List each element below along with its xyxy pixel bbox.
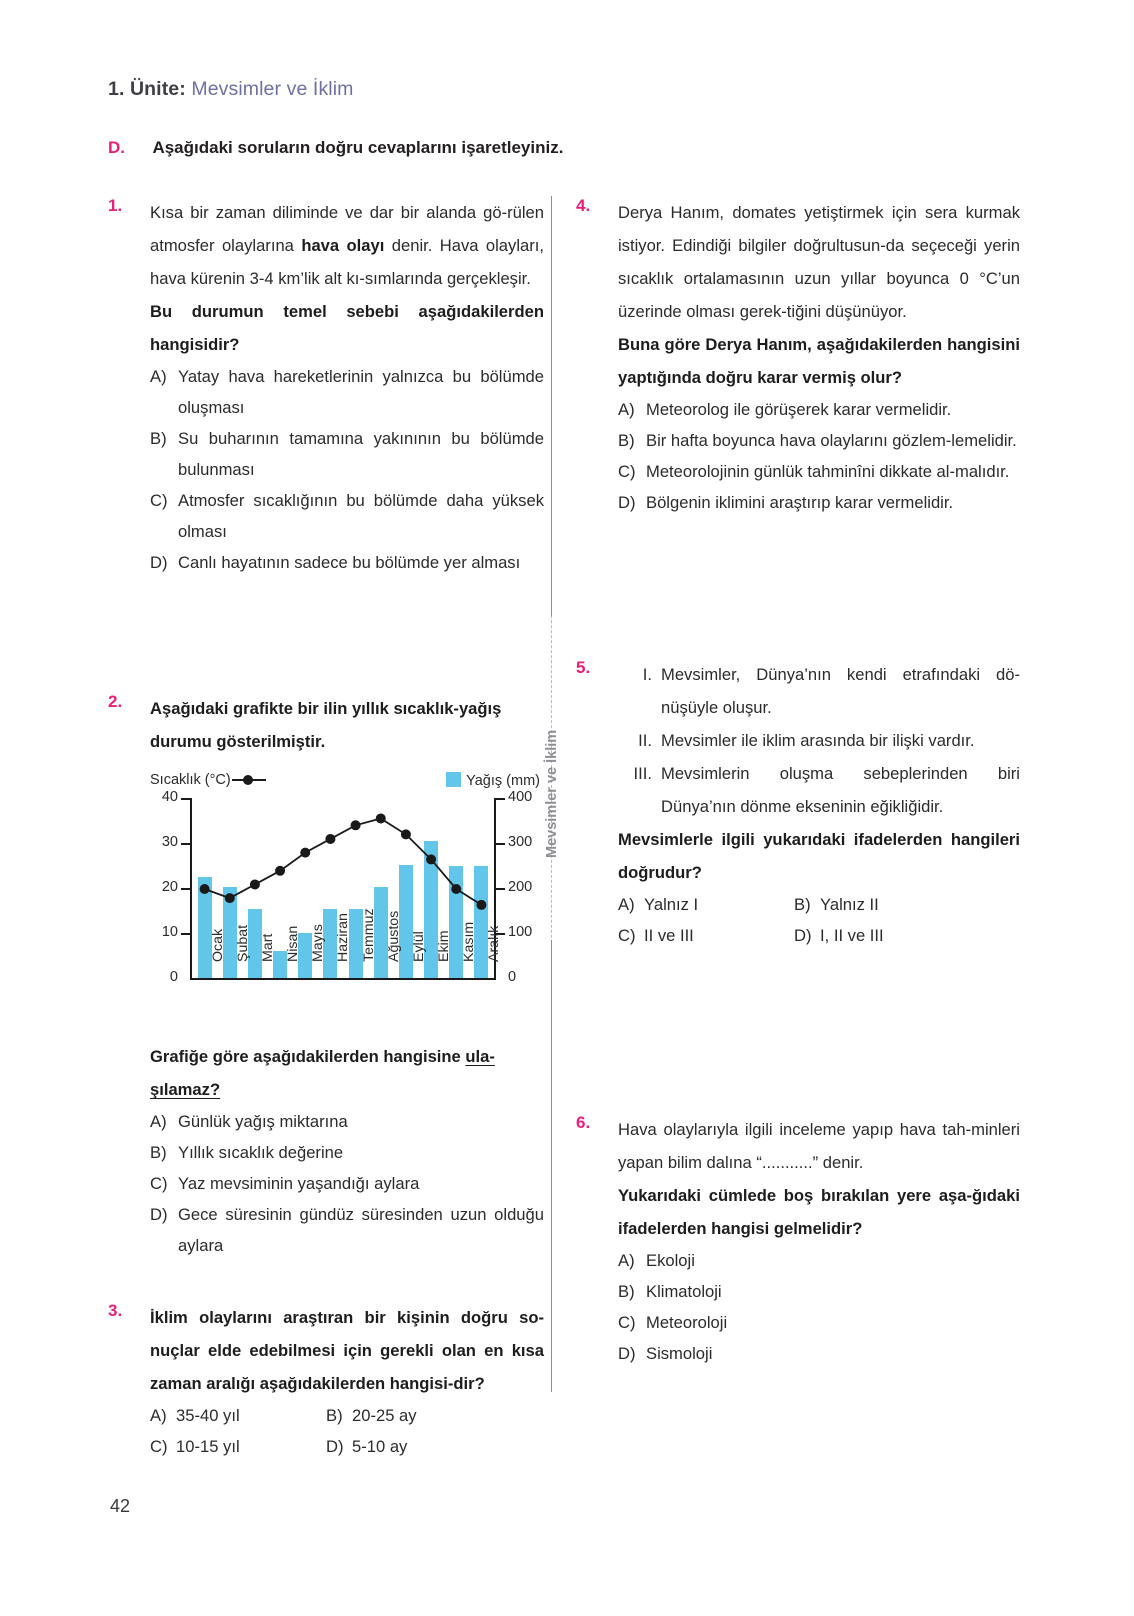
option-c-text: Meteorolojinin günlük tahminîni dikkate al-malıdır. [646, 462, 1010, 481]
option-a-key: A) [150, 1112, 167, 1131]
question-5-number: 5. [576, 658, 591, 677]
option-d-key: D) [326, 1437, 344, 1456]
option-a-key: A) [618, 400, 635, 419]
option-b[interactable] [794, 889, 879, 920]
legend-item-precipitation [446, 772, 540, 789]
chart-month-label: Temmuz [360, 908, 377, 962]
question-5-options [618, 889, 1020, 951]
chart-line-marker [401, 829, 411, 839]
legend-temperature-label: Sıcaklık (°C) [150, 772, 231, 788]
question-4-number: 4. [576, 196, 591, 215]
option-d-text: Gece süresinin gündüz süresinden uzun olduğu aylara [178, 1205, 544, 1255]
option-d[interactable] [326, 1431, 407, 1462]
option-row-2 [150, 1431, 544, 1462]
option-c-text: Yaz mevsiminin yaşandığı aylara [178, 1174, 420, 1193]
option-d-key: D) [150, 553, 168, 572]
question-2-stem-top: Aşağıdaki grafikte bir ilin yıllık sıcaklık-yağış durumu gösterilmiştir. [150, 699, 502, 751]
option-b-key: B) [618, 431, 635, 450]
option-c-text: Atmosfer sıcaklığının bu bölümde daha yüksek olması [178, 491, 544, 541]
chart-month-labels [192, 908, 503, 1018]
statement-1 [618, 658, 1020, 724]
option-a[interactable] [150, 361, 544, 423]
option-c-key: C) [618, 462, 636, 481]
statement-2-text: Mevsimler ile iklim arasında bir ilişki vardır. [661, 731, 975, 750]
option-d-key: D) [618, 1344, 636, 1363]
chart-month-label: Mart [259, 933, 276, 962]
chart-line-path [205, 818, 482, 904]
column-divider-solid-top [551, 196, 552, 616]
q1-para-a: Kısa bir zaman diliminde ve dar bir alanda gö-rülen atmosfer olaylarına [150, 203, 544, 255]
question-2-options [150, 1106, 544, 1261]
option-row-2 [618, 920, 1020, 951]
question-4-stem: Buna göre Derya Hanım, aşağıdakilerden hangisini yaptığında doğru karar vermiş olur? [618, 335, 1020, 387]
chart-line-marker [325, 834, 335, 844]
option-row-1 [618, 889, 1020, 920]
option-c-text: Meteoroloji [646, 1313, 728, 1332]
chart-month-label: Ocak [209, 928, 226, 962]
statement-3-numeral: III. [633, 764, 652, 783]
option-c[interactable] [150, 1431, 326, 1462]
chart-month-label: Nisan [285, 925, 302, 962]
option-d-key: D) [794, 926, 812, 945]
statement-1-numeral: I. [642, 665, 652, 684]
statement-2 [618, 724, 1020, 757]
option-c-key: C) [150, 1174, 168, 1193]
statement-3 [618, 757, 1020, 823]
option-b-key: B) [618, 1282, 635, 1301]
question-6-number: 6. [576, 1113, 591, 1132]
option-b-text: Yalnız II [820, 895, 879, 914]
statement-3-text: Mevsimlerin oluşma sebeplerinden biri Dünya’nın dönme ekseninin eğikliğidir. [661, 764, 1020, 816]
chart-line-marker [200, 884, 210, 894]
side-tab-label: Mevsimler ve İklim [544, 729, 560, 858]
chart-line-marker [250, 879, 260, 889]
q2-stem-underlined: ula-şılamaz? [150, 1047, 495, 1099]
option-a-key: A) [618, 895, 635, 914]
question-1-options [150, 361, 544, 578]
right-tick-label-400: 400 [508, 789, 533, 805]
option-b[interactable] [618, 425, 1020, 456]
chart-line-marker [225, 893, 235, 903]
question-3 [108, 1301, 544, 1462]
question-3-stem: İklim olaylarını araştıran bir kişinin doğru so-nuçlar elde edebilmesi için gerekli olan en kısa zaman aralığı aşağıdakilerden hangisi-dir? [150, 1308, 544, 1393]
page-number: 42 [110, 1496, 131, 1516]
legend-item-temperature [150, 772, 266, 788]
option-d-key: D) [618, 493, 636, 512]
option-c[interactable] [150, 1168, 544, 1199]
section-instruction: Aşağıdaki soruların doğru cevaplarını işaretleyiniz. [152, 138, 564, 157]
question-1-stem: Bu durumun temel sebebi aşağıdakilerden hangisidir? [150, 302, 544, 354]
chart-month-label: Haziran [335, 913, 352, 962]
option-b-text: Bir hafta boyunca hava olaylarını gözlem-lemelidir. [646, 431, 1017, 450]
option-a[interactable] [618, 1245, 1020, 1276]
option-b-key: B) [794, 895, 811, 914]
question-1 [108, 196, 544, 648]
statement-1-text: Mevsimler, Dünya’nın kendi etrafındaki dö-nüşüyle oluşur. [661, 665, 1020, 717]
chart-month-label: Aralık [486, 925, 503, 962]
option-b[interactable] [150, 423, 544, 485]
question-1-paragraph [150, 196, 544, 295]
chart-month-label: Ağustos [385, 910, 402, 962]
right-tick-label-100: 100 [508, 924, 533, 940]
option-a-text: Yalnız I [644, 895, 699, 914]
option-a-key: A) [150, 367, 167, 386]
option-b-key: B) [326, 1406, 343, 1425]
option-a-text: Yatay hava hareketlerinin yalnızca bu bölümde oluşması [178, 367, 544, 417]
question-2-stem-bottom [150, 1040, 544, 1106]
chart-month-label: Şubat [234, 924, 251, 962]
option-b[interactable] [618, 1276, 1020, 1307]
section-letter: D. [108, 138, 125, 157]
right-tick-label-200: 200 [508, 879, 533, 895]
option-d[interactable] [618, 1338, 1020, 1369]
option-d-key: D) [150, 1205, 168, 1224]
option-b-key: B) [150, 429, 167, 448]
option-c-key: C) [618, 1313, 636, 1332]
option-c[interactable] [150, 485, 544, 547]
question-2-number: 2. [108, 692, 123, 711]
option-b-key: B) [150, 1143, 167, 1162]
option-b-text: 20-25 ay [352, 1406, 417, 1425]
left-tick-label-10: 10 [161, 924, 178, 940]
chart-month-label: Kasım [461, 921, 478, 962]
chart-line-marker [476, 900, 486, 910]
option-d[interactable] [794, 920, 884, 951]
question-1-number: 1. [108, 196, 123, 215]
legend-precipitation-label: Yağış (mm) [466, 773, 540, 789]
question-6-stem: Yukarıdaki cümlede boş bırakılan yere aşa-ğıdaki ifadelerden hangisi gelmelidir? [618, 1186, 1020, 1238]
question-5-stem: Mevsimlerle ilgili yukarıdaki ifadelerden hangileri doğrudur? [618, 830, 1020, 882]
option-b-text: Klimatoloji [646, 1282, 722, 1301]
unit-title: Mevsimler ve İklim [191, 78, 354, 100]
option-c-key: C) [150, 491, 168, 510]
left-tick-label-40: 40 [161, 789, 178, 805]
chart-line-marker [351, 820, 361, 830]
option-a-key: A) [150, 1406, 167, 1425]
left-column [108, 196, 544, 1462]
temperature-precipitation-chart [150, 772, 540, 1020]
chart-legend [150, 772, 540, 796]
option-d-text: Sismoloji [646, 1344, 713, 1363]
chart-line-marker [451, 884, 461, 894]
option-c[interactable] [618, 920, 794, 951]
option-a[interactable] [618, 889, 794, 920]
option-d-text: Bölgenin iklimini araştırıp karar vermelidir. [646, 493, 954, 512]
option-c-text: 10-15 yıl [176, 1437, 240, 1456]
left-tick-label-30: 30 [161, 834, 178, 850]
option-a-text: Ekoloji [646, 1251, 695, 1270]
option-a-text: 35-40 yıl [176, 1406, 240, 1425]
option-d-text: Canlı hayatının sadece bu bölümde yer alması [178, 553, 521, 572]
column-divider-solid-bottom [551, 940, 552, 1392]
q2-stem-part1: Grafiğe göre aşağıdakilerden hangisine [150, 1047, 466, 1066]
section-instruction-row [108, 138, 563, 158]
option-a[interactable] [150, 1106, 544, 1137]
right-tick-label-300: 300 [508, 834, 533, 850]
option-c[interactable] [618, 1307, 1020, 1338]
question-2 [108, 692, 544, 1261]
chart-month-label: Mayıs [310, 924, 327, 962]
option-a[interactable] [150, 1400, 326, 1431]
chart-line-marker [426, 854, 436, 864]
unit-header [108, 78, 354, 101]
option-b-text: Yıllık sıcaklık değerine [178, 1143, 344, 1162]
legend-swatch-icon [446, 772, 461, 787]
question-4 [576, 196, 1020, 518]
right-column [576, 196, 1020, 1369]
q1-para-bold: hava olayı [301, 236, 385, 255]
option-d[interactable] [150, 1199, 544, 1261]
question-6-paragraph: Hava olaylarıyla ilgili inceleme yapıp hava tah-minleri yapan bilim dalına “...........” denir. [618, 1120, 1020, 1172]
option-c[interactable] [618, 456, 1020, 487]
chart-line-marker [376, 813, 386, 823]
q1-para-b: denir. Hava olayları, hava kürenin 3-4 km’lik alt kı-sımlarında gerçekleşir. [150, 236, 544, 288]
option-d[interactable] [150, 547, 544, 578]
chart-line-marker [300, 848, 310, 858]
unit-label: 1. Ünite: [108, 78, 186, 100]
option-a-text: Meteorolog ile görüşerek karar vermelidir. [646, 400, 952, 419]
question-4-paragraph: Derya Hanım, domates yetiştirmek için sera kurmak istiyor. Edindiği bilgiler doğrultusun-da seçeceği yerin sıcaklık ortalamasının uzun yıllar boyunca 0 °C’un üzerinde olması gerek-tiğini düşünüyor. [618, 203, 1020, 321]
option-b-text: Su buharının tamamına yakınının bu bölümde bulunması [178, 429, 544, 479]
left-tick-label-0: 0 [169, 969, 178, 985]
option-b[interactable] [326, 1400, 417, 1431]
option-c-key: C) [618, 926, 636, 945]
question-5 [576, 658, 1020, 951]
option-d-text: I, II ve III [820, 926, 884, 945]
option-b[interactable] [150, 1137, 544, 1168]
option-d-text: 5-10 ay [352, 1437, 408, 1456]
option-a[interactable] [618, 394, 1020, 425]
question-3-number: 3. [108, 1301, 123, 1320]
question-6 [576, 1113, 1020, 1369]
question-5-statements [618, 658, 1020, 823]
chart-month-label: Eylül [410, 931, 427, 962]
chart-month-label: Ekim [436, 930, 453, 962]
legend-line-marker-icon [232, 775, 266, 785]
option-row-1 [150, 1400, 544, 1431]
right-tick-label-0: 0 [508, 969, 517, 985]
question-6-options [618, 1245, 1020, 1369]
question-4-options [618, 394, 1020, 518]
option-c-text: II ve III [644, 926, 694, 945]
option-c-key: C) [150, 1437, 168, 1456]
option-d[interactable] [618, 487, 1020, 518]
chart-line-marker [275, 866, 285, 876]
question-3-options [150, 1400, 544, 1462]
option-a-text: Günlük yağış miktarına [178, 1112, 348, 1131]
option-a-key: A) [618, 1251, 635, 1270]
left-tick-label-20: 20 [161, 879, 178, 895]
statement-2-numeral: II. [638, 731, 652, 750]
